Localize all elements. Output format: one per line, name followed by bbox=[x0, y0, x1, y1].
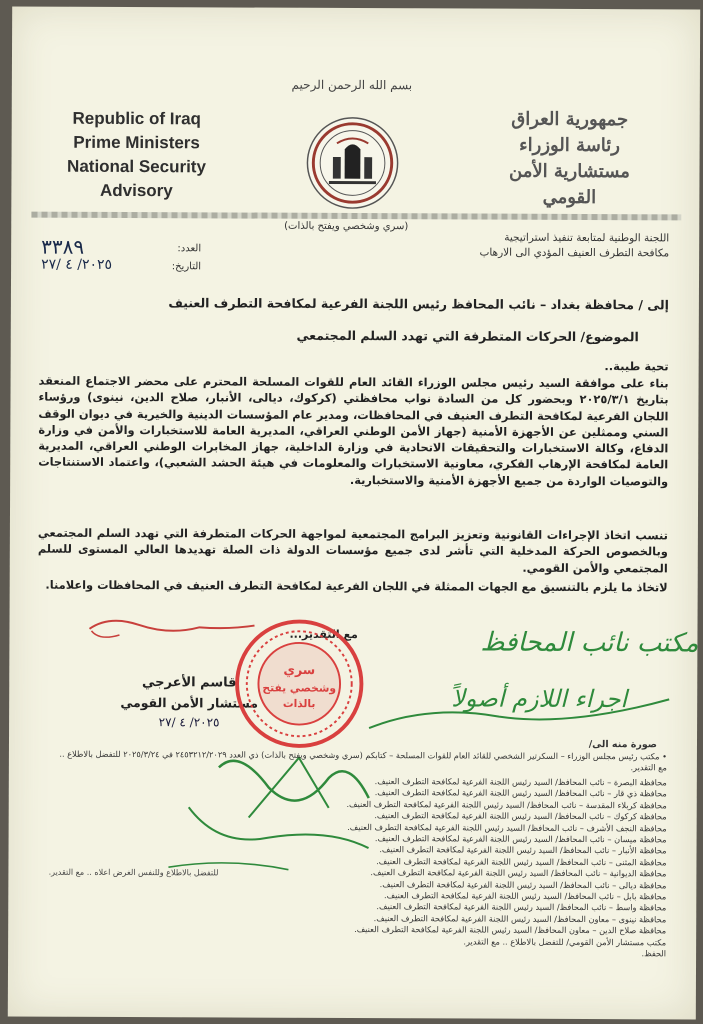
signatory-title: مستشار الأمن القومي bbox=[120, 694, 259, 711]
header-divider bbox=[31, 212, 681, 221]
date-label: التاريخ: bbox=[171, 261, 202, 273]
signatory-name: قاسم الأعرجي bbox=[141, 675, 237, 691]
number-label: العدد: bbox=[177, 243, 202, 255]
cc-item: محافظة النجف الأشرف – نائب المحافظ/ السيد رئيس اللجنة الفرعية لمكافحة التطرف العنيف. bbox=[347, 821, 667, 833]
reference-date: ٢٠٢٥/ ٤ /٢٧ bbox=[41, 256, 113, 273]
handwriting-line-1: مكتب نائب المحافظ bbox=[480, 627, 699, 659]
cc-item: محافظة ذي قار – نائب المحافظ/ السيد رئيس اللجنة الفرعية لمكافحة التطرف العنيف. bbox=[374, 787, 667, 799]
cc-item: محافظة نينوى – معاون المحافظ/ السيد رئيس اللجنة الفرعية لمكافحة التطرف العنيف. bbox=[373, 912, 667, 925]
body-paragraph-3: لاتخاذ ما يلزم بالتنسيق مع الجهات الممثلة في اللجان الفرعية لمكافحة التطرف العنيف في المحافظات واعلامنا. bbox=[45, 577, 668, 595]
committee-line: اللجنة الوطنية لمتابعة تنفيذ استراتيجية bbox=[504, 231, 670, 245]
committee-line: مكافحة التطرف العنيف المؤدي الى الارهاب bbox=[479, 246, 670, 260]
cc-item: الحفظ. bbox=[641, 948, 667, 959]
svg-text:بالذات: بالذات bbox=[282, 697, 316, 711]
svg-text:وشخصي يفتح: وشخصي يفتح bbox=[262, 681, 337, 695]
en-line-office: Prime Ministers bbox=[73, 132, 200, 153]
english-letterhead bbox=[31, 107, 241, 204]
cc-item: محافظة صلاح الدين – معاون المحافظ/ السيد رئيس اللجنة الفرعية لمكافحة التطرف العنيف. bbox=[354, 924, 667, 936]
cc-item: محافظة الديوانية – نائب المحافظ/ السيد رئيس اللجنة الفرعية لمكافحة التطرف العنيف. bbox=[370, 867, 667, 879]
basmala: بسم الله الرحمن الرحيم bbox=[291, 77, 413, 93]
cc-item: محافظة ديالى – نائب المحافظ/ السيد رئيس اللجنة الفرعية لمكافحة التطرف العنيف. bbox=[379, 878, 667, 891]
svg-text:سري: سري bbox=[283, 661, 316, 678]
cc-item: محافظة الأنبار – نائب المحافظ/ السيد رئيس اللجنة الفرعية لمكافحة التطرف العنيف. bbox=[379, 844, 667, 856]
cc-item: محافظة كركوك – نائب المحافظ/ السيد رئيس اللجنة الفرعية لمكافحة التطرف العنيف. bbox=[374, 810, 667, 822]
confidentiality-note: (سري وشخصي ويفتح بالذات) bbox=[284, 220, 409, 233]
emblem-logo-icon bbox=[303, 114, 401, 212]
cc-heading: صورة منه الى/ bbox=[588, 739, 658, 751]
en-line-agency: National Security Advisory bbox=[67, 156, 206, 201]
closing-regards: مع التقدير... bbox=[289, 627, 358, 642]
cc-item: محافظة واسط – نائب المحافظ/ السيد رئيس اللجنة الفرعية لمكافحة التطرف العنيف. bbox=[376, 901, 667, 913]
cc-item: مكتب مستشار الأمن القومي/ للتفضل بالاطلاع .. مع التقدير. bbox=[463, 936, 667, 948]
greeting: تحية طيبة.. bbox=[604, 359, 669, 374]
body-paragraph-1: بناء على موافقة السيد رئيس مجلس الوزراء القائد العام للقوات المسلحة المحترم على محضر الاجتماع المنعقد بتاريخ ٢٠٢٥/٣/١ وبحضور كل من السادة نواب محافظتي (كركوك، ديالى، الأنبار، صلاح الدين، نينوى) ورؤساء اللجان الفرعية لمكافحة التطرف العنيف في المحافظات، ومدير عام المؤسسات الدينية والخيرية في ديوان الوقف السني وممثلين عن الأجهزة الأمنية (جهاز الأمن الوطني العراقي، المديرية العامة للاستخبارات والأمن في وزارة الدفاع، وكالة الاستخبارات والتحقيقات الاتحادية في وزارة الداخلية، جهاز المخابرات الوطني العراقي، المديرية العامة لمكافحة الإرهاب الفكري، معاونية الاستخبارات والمعلومات في هيئة الحشد الشعبي)، واعتماد الاستنتاجات والتوصيات الواردة من جميع الأجهزة الأمنية والاستخبارية. bbox=[38, 373, 669, 489]
handwriting-line-2: اجراء اللازم أصولاً bbox=[451, 684, 628, 714]
arabic-letterhead bbox=[479, 107, 659, 212]
reference-number: ٣٣٨٩ bbox=[41, 234, 85, 259]
ar-line-office: رئاسة الوزراء bbox=[519, 134, 621, 157]
ar-line-agency: مستشارية الأمن القومي bbox=[508, 160, 630, 209]
addressee-line: إلى / محافظة بغداد – نائب المحافظ رئيس اللجنة الفرعية لمكافحة التطرف العنيف bbox=[168, 295, 669, 313]
en-line-country: Republic of Iraq bbox=[72, 108, 201, 129]
cc-first-entry: • مكتب رئيس مجلس الوزراء – السكرتير الشخصي للقائد العام للقوات المسلحة – كتابكم (سري وشخصي ويفتح بالذات) ذي العدد ٢٤٥٣٢١٢/٢٠٢٩ في ٢٠٢٥/٣/٢٤ للتفضل بالاطلاع .. مع التقدير. bbox=[59, 748, 667, 773]
cc-item: محافظة ميسان – نائب المحافظ/ السيد رئيس اللجنة الفرعية لمكافحة التطرف العنيف. bbox=[374, 833, 667, 845]
committee-name bbox=[409, 230, 669, 261]
signature-date: ٢٠٢٥/ ٤ /٢٧ bbox=[158, 715, 220, 730]
document-page bbox=[8, 7, 700, 1020]
body-paragraph-2: تنسب اتخاذ الإجراءات القانونية وتعزيز البرامج المجتمعية لمواجهة الحركات المتطرفة التي تهدد السلم المجتمعي وبالخصوص الحركة المدخلية التي تأشر لدى جميع مؤسسات الدولة ذات الصلة تهديدها العالي المستوى للسلم المجتمعي والأمن القومي. bbox=[37, 525, 668, 575]
cc-item: محافظة المثنى – نائب المحافظ/ السيد رئيس اللجنة الفرعية لمكافحة التطرف العنيف. bbox=[376, 855, 667, 868]
subject-line: الموضوع/ الحركات المتطرفة التي تهدد السلم المجتمعي bbox=[296, 327, 639, 345]
ar-line-country: جمهورية العراق bbox=[511, 108, 629, 131]
cc-item: محافظة بابل – نائب المحافظ/ السيد رئيس اللجنة الفرعية لمكافحة التطرف العنيف. bbox=[384, 890, 667, 902]
cc-item: محافظة البصرة – نائب المحافظ/ السيد رئيس اللجنة الفرعية لمكافحة التطرف العنيف. bbox=[374, 776, 667, 788]
cc-item: محافظة كربلاء المقدسة – نائب المحافظ/ السيد رئيس اللجنة الفرعية لمكافحة التطرف العنيف. bbox=[346, 798, 667, 811]
cc-side-note: للتفضل بالاطلاع وللنفس الغرض اعلاه .. مع التقدير. bbox=[48, 867, 219, 878]
cc-list bbox=[146, 775, 667, 960]
